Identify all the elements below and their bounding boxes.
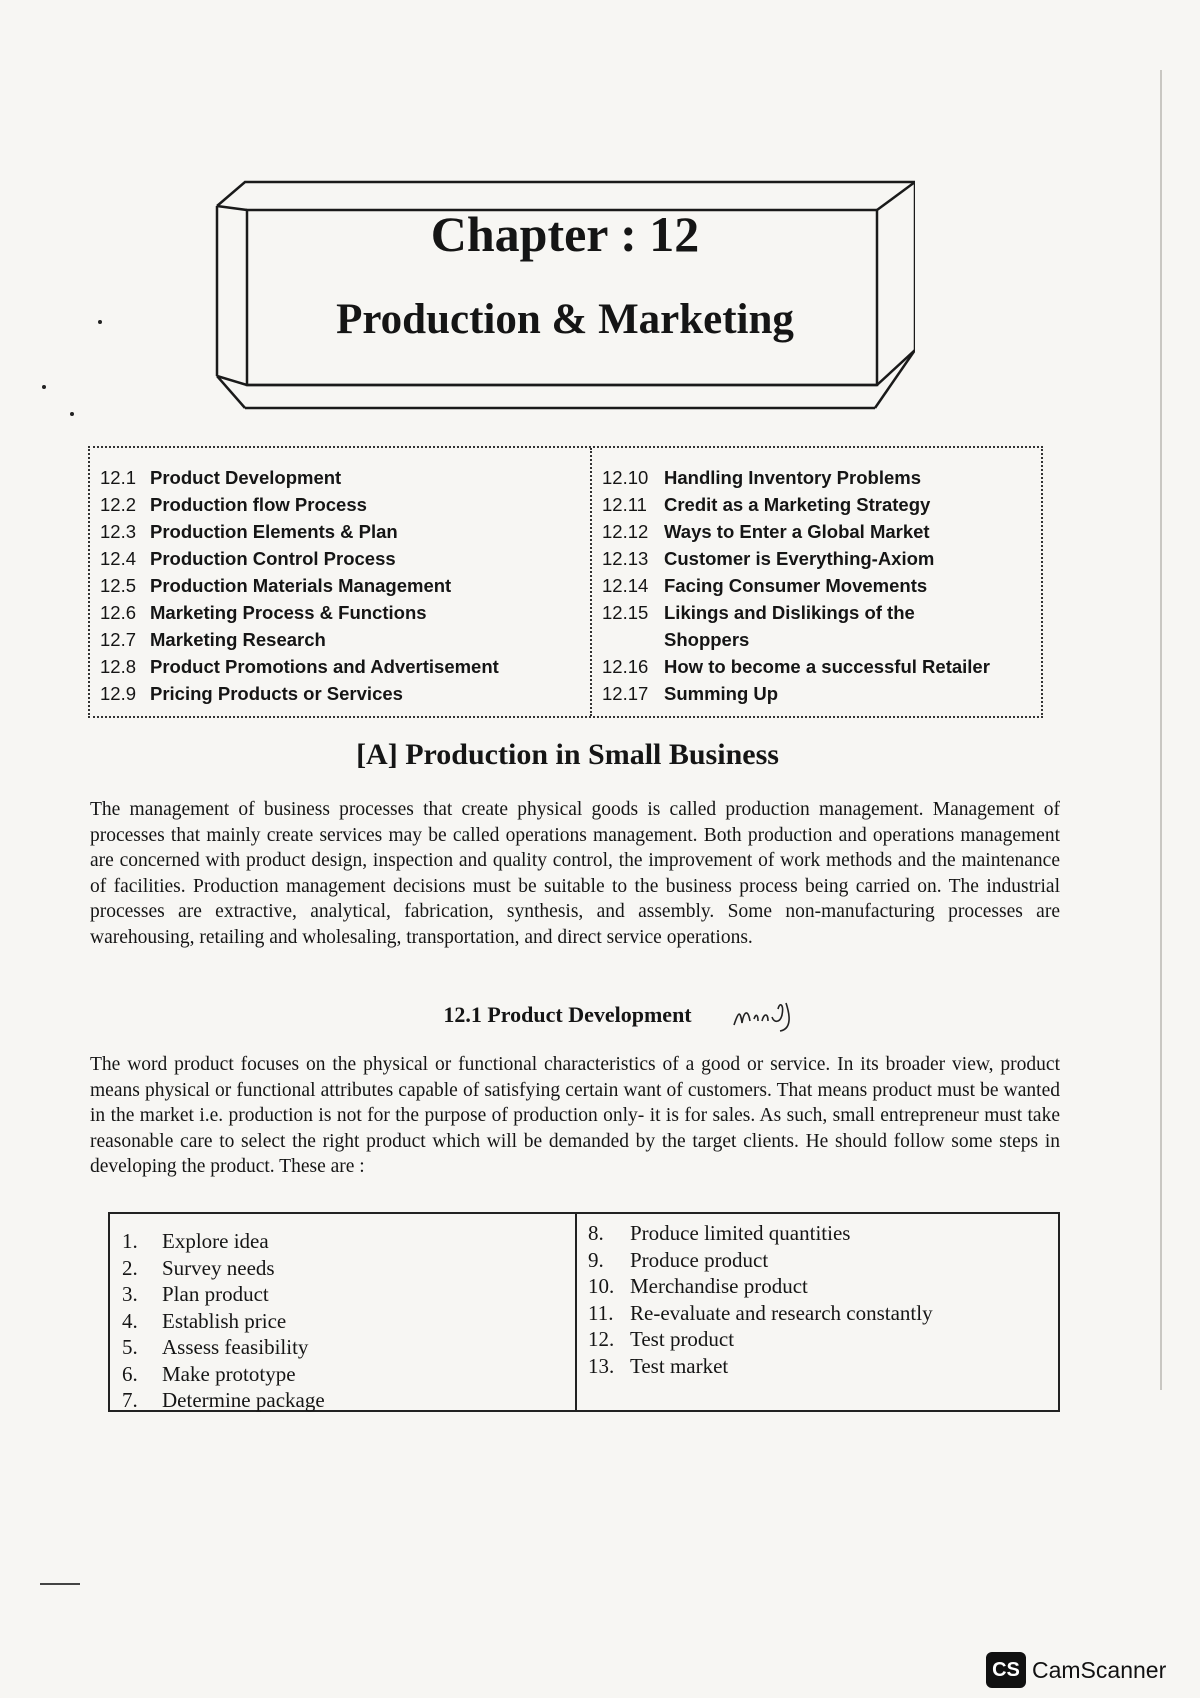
step-item: 13. Test market: [588, 1353, 729, 1378]
toc-item: 12.16 How to become a successful Retailer: [602, 656, 990, 677]
subsection-heading: 12.1 Product Development: [443, 1002, 692, 1027]
camscanner-logo-icon: CS: [986, 1652, 1026, 1688]
margin-mark: [40, 1583, 80, 1585]
steps-left-column: [122, 1228, 562, 1414]
contents-divider: [590, 448, 592, 716]
toc-item: 12.17 Summing Up: [602, 683, 779, 704]
toc-item: 12.12 Ways to Enter a Global Market: [602, 521, 930, 542]
step-item: 5. Assess feasibility: [122, 1335, 309, 1359]
contents-left-column: [100, 464, 580, 707]
toc-item: 12.15 Likings and Dislikings of the: [602, 602, 915, 623]
contents-right-column: [602, 464, 1032, 707]
step-item: 2. Survey needs: [122, 1255, 275, 1280]
toc-item: 12.5 Production Materials Management: [100, 575, 452, 596]
toc-item: 12.6 Marketing Process & Functions: [100, 602, 427, 623]
product-development-steps: [108, 1212, 1060, 1412]
toc-item: 12.4 Production Control Process: [100, 548, 396, 569]
step-item: 9. Produce product: [588, 1247, 769, 1272]
step-item: 10. Merchandise product: [588, 1274, 808, 1298]
toc-item: 12.11 Credit as a Marketing Strategy: [602, 494, 931, 515]
toc-item: 12.8 Product Promotions and Advertisement: [100, 656, 499, 677]
handwritten-annotation: [730, 995, 800, 1035]
speck: [70, 412, 74, 416]
step-item: 1. Explore idea: [122, 1229, 269, 1253]
section-heading: [A] Production in Small Business: [356, 738, 779, 771]
chapter-subtitle: Production & Marketing: [336, 296, 794, 343]
toc-item: 12.1 Product Development: [100, 467, 342, 488]
camscanner-watermark: [986, 1650, 1166, 1690]
toc-item: 12.2 Production flow Process: [100, 494, 367, 515]
toc-item: 12.7 Marketing Research: [100, 629, 326, 650]
toc-item: 12.14 Facing Consumer Movements: [602, 575, 928, 596]
chapter-title: Chapter : 12: [430, 206, 700, 262]
speck: [98, 320, 102, 324]
camscanner-label: CamScanner: [1032, 1656, 1167, 1683]
toc-item: 12.3 Production Elements & Plan: [100, 521, 398, 542]
step-item: 6. Make prototype: [122, 1361, 296, 1386]
step-item: 11. Re-evaluate and research constantly: [588, 1300, 933, 1325]
step-item: 4. Establish price: [122, 1308, 287, 1333]
speck: [42, 385, 46, 389]
chapter-contents: [88, 446, 1043, 718]
steps-divider: [575, 1214, 577, 1410]
step-item: 8. Produce limited quantities: [588, 1221, 851, 1245]
toc-item-continuation: Shoppers: [664, 629, 750, 650]
steps-right-column: [588, 1220, 1048, 1379]
section-paragraph: The management of business processes that create physical goods is called production management. Management of processes that mainly create services may be called operations management. Both production and operations management are concerned with product design, inspection and quality control, the improvement of work methods and the maintenance of facilities. Production management decisions must be suitable to the business process being carried on. The industrial processes are extractive, analytical, fabrication, synthesis, and assembly. Some non-manufacturing processes are warehousing, retailing and wholesaling, transportation, and direct service operations.: [90, 799, 1060, 948]
toc-item: 12.13 Customer is Everything-Axiom: [602, 548, 935, 569]
page-edge: [1160, 70, 1162, 1390]
step-item: 3. Plan product: [122, 1282, 269, 1306]
step-item: 12. Test product: [588, 1327, 735, 1351]
toc-item: 12.9 Pricing Products or Services: [100, 683, 403, 704]
toc-item: 12.10 Handling Inventory Problems: [602, 467, 921, 488]
step-item: 7. Determine package: [122, 1388, 325, 1412]
section-paragraph: The word product focuses on the physical or functional characteristics of a good or service. In its broader view, product means physical or functional attributes capable of satisfying certain want of customers. That means product must be wanted in the market i.e. production is not for the purpose of production only- it is for sales. As such, small entrepreneur must take reasonable care to select the right product which will be demanded by the target clients. He should follow some steps in developing the product. These are :: [90, 1054, 1060, 1177]
